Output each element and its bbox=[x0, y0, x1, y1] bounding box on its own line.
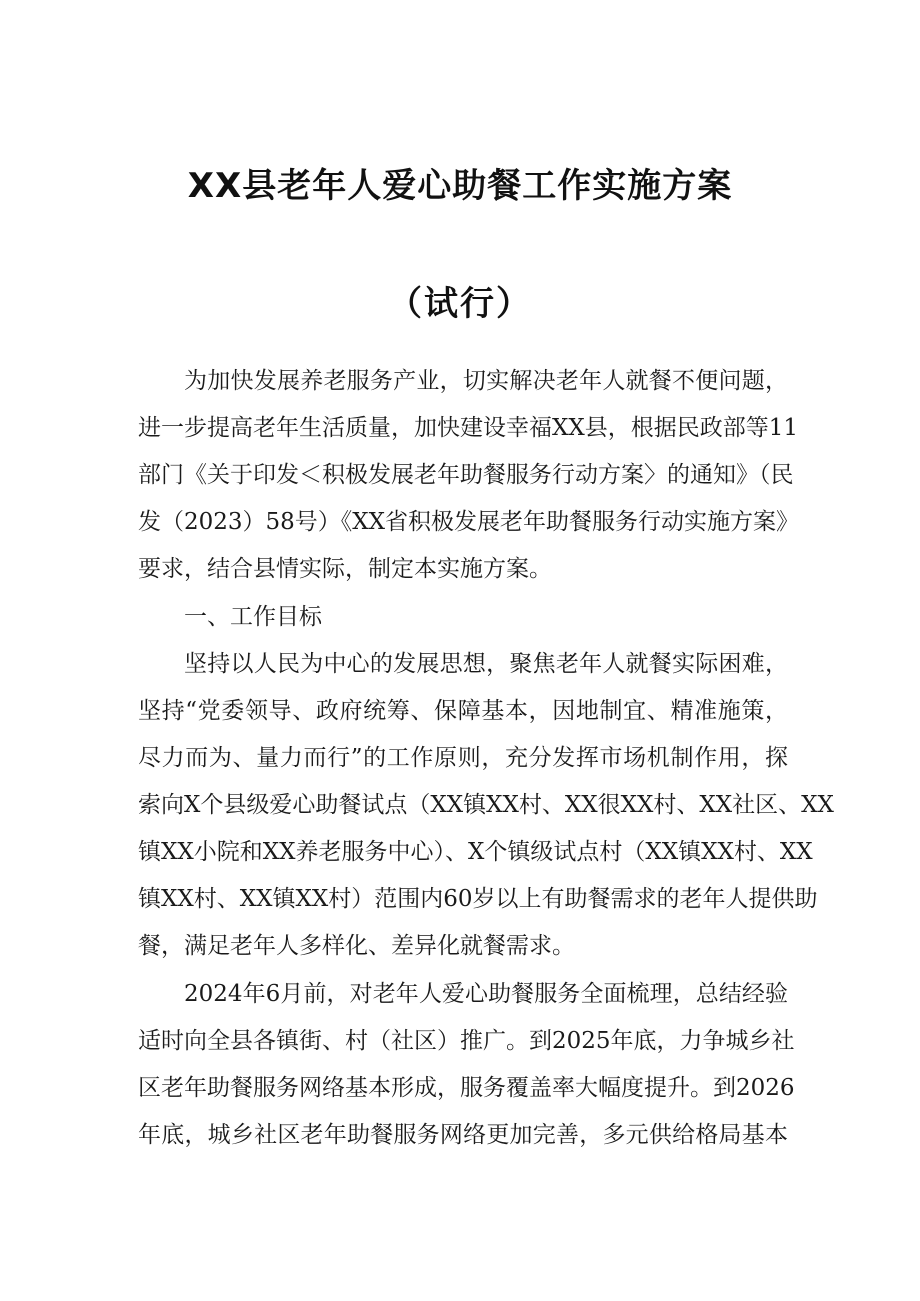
paragraph-line: 坚持“党委领导、政府统筹、保障基本，因地制宜、精准施策， bbox=[138, 698, 788, 724]
paragraph-line: 发（2023）58号）《XX省积极发展老年助餐服务行动实施方案》 bbox=[138, 509, 800, 535]
paragraph-line: 部门《关于印发＜积极发展老年助餐服务行动方案〉的通知》（民 bbox=[138, 462, 794, 488]
timeline-paragraph bbox=[138, 971, 795, 1159]
intro-paragraph bbox=[138, 358, 800, 593]
paragraph-line: 要求，结合县情实际，制定本实施方案。 bbox=[138, 556, 552, 582]
paragraph-line: 坚持以人民为中心的发展思想，聚焦老年人就餐实际困难， bbox=[184, 651, 788, 677]
document-subtitle: （试行） bbox=[388, 284, 532, 324]
paragraph-line: 进一步提高老年生活质量，加快建设幸福XX县，根据民政部等11 bbox=[138, 415, 799, 441]
paragraph-line: 尽力而为、量力而行”的工作原则，充分发挥市场机制作用，探 bbox=[138, 745, 788, 771]
paragraph-line: 镇XX村、XX镇XX村）范围内60岁以上有助餐需求的老年人提供助 bbox=[138, 886, 818, 912]
document-title: XX县老年人爱心助餐工作实施方案 bbox=[187, 166, 733, 206]
paragraph-line: 为加快发展养老服务产业，切实解决老年人就餐不便问题， bbox=[184, 368, 788, 394]
paragraph-line: 镇XX小院和XX养老服务中心）、X个镇级试点村（XX镇XX村、XX bbox=[138, 839, 813, 865]
paragraph-line: 2024年6月前，对老年人爱心助餐服务全面梳理，总结经验 bbox=[184, 981, 788, 1007]
goal-paragraph bbox=[138, 641, 834, 970]
paragraph-line: 适时向全县各镇街、村（社区）推广。到2025年底，力争城乡社 bbox=[138, 1028, 795, 1054]
section-heading-text: 一、工作目标 bbox=[184, 604, 322, 630]
paragraph-line: 餐，满足老年人多样化、差异化就餐需求。 bbox=[138, 933, 575, 959]
paragraph-line: 索向X个县级爱心助餐试点（XX镇XX村、XX很XX村、XX社区、XX bbox=[138, 792, 834, 818]
paragraph-line: 年底，城乡社区老年助餐服务网络更加完善，多元供给格局基本 bbox=[138, 1122, 788, 1148]
section-heading bbox=[138, 594, 788, 641]
paragraph-line: 区老年助餐服务网络基本形成，服务覆盖率大幅度提升。到2026 bbox=[138, 1075, 795, 1101]
